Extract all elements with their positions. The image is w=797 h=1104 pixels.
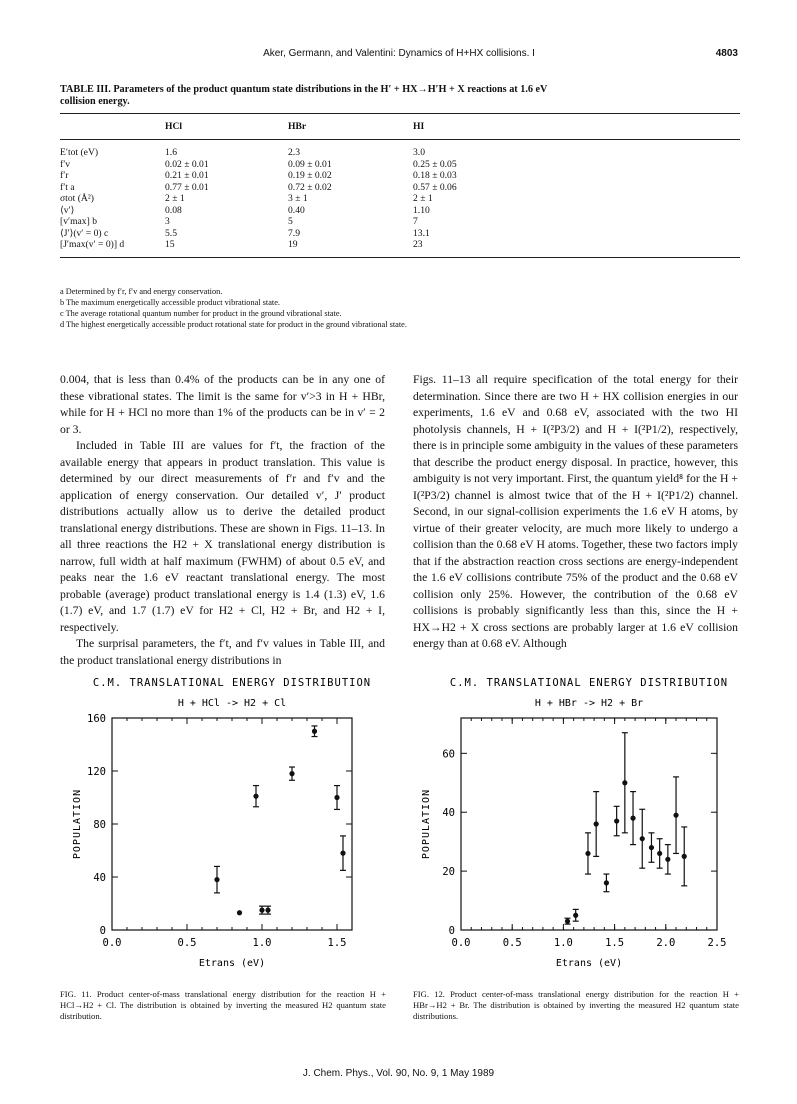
data-point xyxy=(640,836,645,841)
x-tick-label: 1.0 xyxy=(252,937,272,949)
y-axis-label: POPULATION xyxy=(72,788,83,860)
body-column-right xyxy=(413,372,738,653)
footnote: a Determined by f′r, f′v and energy conservation. xyxy=(60,287,223,296)
chart-title: C.M. TRANSLATIONAL ENERGY DISTRIBUTION xyxy=(449,677,729,689)
table-row xyxy=(60,216,740,228)
table-cell: 3 xyxy=(165,216,170,227)
data-point xyxy=(237,910,242,915)
table-cell: 3 ± 1 xyxy=(288,193,308,204)
chart-subtitle: H + HCl -> H2 + Cl xyxy=(177,698,287,709)
x-axis-label: Etrans (eV) xyxy=(555,958,623,969)
footnote: b The maximum energetically accessible product vibrational state. xyxy=(60,298,280,307)
y-tick-label: 20 xyxy=(442,866,455,879)
figure-11-chart xyxy=(52,672,372,977)
y-tick-label: 0 xyxy=(448,925,455,937)
chart-subtitle: H + HBr -> H2 + Br xyxy=(534,698,644,709)
y-axis-label: POPULATION xyxy=(421,788,432,860)
y-tick-label: 0 xyxy=(99,925,106,937)
data-point xyxy=(565,919,570,924)
y-tick-label: 160 xyxy=(87,713,106,725)
table-cell: 13.1 xyxy=(413,227,430,239)
paragraph: Figs. 11–13 all require specification of the total energy for their determination. Since there are two H + HX collision energies in our experiments, 1.6 eV and 0.68 eV, associated with the two HI photolysis channels, H + I(²P3/2) and H + I(²P1/2), respectively, there is in principle some ambiguity in the values of these parameters that describe the product energy disposal. In practice, however, this ambiguity is not very important. First, the quantum yield⁸ for the H + I(²P3/2) channel is almost twice that of the H + I(²P1/2) channel. Second, in our signal-collision experiments the 1.6 eV H atoms, by virtue of their greater velocity, are much more likely to undergo a collision than the 0.68 eV H atoms. Together, these two factors imply that if the abstraction reaction cross sections are energy-independent the 1.6 eV collisions contribute 75% of the product and the 0.68 eV collision only 25%. However, the contribution of the 0.68 eV collisions is probably significantly less than this, since the H + HX→H2 + X cross sections are probably larger at 1.6 eV collision energy than at 0.68 eV. Although xyxy=(413,373,738,650)
paragraph: The surprisal parameters, the f′t, and f′v values in Table III, and the product translational energy distributions in xyxy=(60,637,385,667)
data-point xyxy=(682,854,687,859)
x-tick-label: 1.5 xyxy=(605,937,625,949)
table-header-cell: HBr xyxy=(288,121,307,132)
table-cell: 23 xyxy=(413,239,423,250)
table-cell: f′r xyxy=(60,170,69,181)
data-point xyxy=(265,908,270,913)
x-tick-label: 0.0 xyxy=(102,937,122,949)
x-tick-label: 0.5 xyxy=(502,937,522,949)
data-point xyxy=(340,851,345,856)
table-cell: [v′max] b xyxy=(60,216,97,227)
figure-12-chart xyxy=(405,672,735,977)
y-tick-label: 60 xyxy=(442,748,455,761)
table-cell: 0.77 ± 0.01 xyxy=(165,181,209,193)
table-row xyxy=(60,205,740,217)
table-cell: 7 xyxy=(413,216,418,227)
table-cell: ⟨v′⟩ xyxy=(60,204,75,216)
data-point xyxy=(289,771,294,776)
table-cell: 15 xyxy=(165,239,175,250)
y-tick-label: 40 xyxy=(442,807,455,820)
table-header-cell: HI xyxy=(413,121,425,132)
y-tick-label: 40 xyxy=(93,872,106,884)
table-cell: 19 xyxy=(288,239,298,250)
table-cell: 0.08 xyxy=(165,204,182,216)
data-point xyxy=(665,857,670,862)
data-point xyxy=(673,813,678,818)
table-cell: σtot (Å²) xyxy=(60,193,94,204)
table-cell: 0.25 ± 0.05 xyxy=(413,158,457,170)
table-cell: 5.5 xyxy=(165,227,177,239)
table-cell: 3.0 xyxy=(413,147,425,158)
data-point xyxy=(334,795,339,800)
table-row xyxy=(60,228,740,240)
table-cell: 5 xyxy=(288,216,293,227)
figure-11-caption: FIG. 11. Product center-of-mass translational energy distribution for the reaction H + HCl→H2 + Cl. The distribution is obtained by inverting the measured H2 quantum state distribution. xyxy=(60,989,386,1021)
table-cell: 7.9 xyxy=(288,227,300,239)
table-row xyxy=(60,239,740,257)
data-point xyxy=(630,816,635,821)
table-cell: [J′max(v′ = 0)] d xyxy=(60,239,125,250)
running-title: Aker, Germann, and Valentini: Dynamics of H+HX collisions. I xyxy=(263,48,535,59)
x-tick-label: 0.0 xyxy=(451,937,471,949)
data-point xyxy=(259,908,264,913)
journal-footer: J. Chem. Phys., Vol. 90, No. 9, 1 May 1989 xyxy=(302,1068,495,1079)
footnote: d The highest energetically accessible product rotational state for product in the ground vibrational state. xyxy=(60,320,407,329)
table-cell: 0.72 ± 0.02 xyxy=(288,181,332,193)
table-cell: ⟨J′⟩(v′ = 0) c xyxy=(60,227,109,239)
table-cell: 0.21 ± 0.01 xyxy=(165,170,209,181)
table-cell: 1.10 xyxy=(413,204,430,216)
page-number: 4803 xyxy=(715,48,738,59)
data-point xyxy=(622,780,627,785)
y-tick-label: 120 xyxy=(87,766,106,778)
table-cell: f′t a xyxy=(60,181,75,193)
data-point xyxy=(585,851,590,856)
table-cell: 2.3 xyxy=(288,147,300,158)
x-tick-label: 1.5 xyxy=(327,937,347,949)
table-cell: 1.6 xyxy=(165,147,177,158)
table-cell: 2 ± 1 xyxy=(413,193,433,204)
table-header-row xyxy=(60,114,740,140)
table-cell: 0.18 ± 0.03 xyxy=(413,170,457,181)
table-cell: 0.19 ± 0.02 xyxy=(288,170,332,181)
parameters-table xyxy=(60,113,740,258)
table-cell: 0.57 ± 0.06 xyxy=(413,181,457,193)
x-tick-label: 0.5 xyxy=(177,937,197,949)
table-caption: TABLE III. Parameters of the product quantum state distributions in the H′ + HX→H′H + X reactions at 1.6 eV collision energy. xyxy=(60,84,548,107)
data-point xyxy=(604,880,609,885)
plot-frame xyxy=(461,718,717,930)
x-tick-label: 2.0 xyxy=(656,937,676,949)
running-header xyxy=(60,48,738,62)
chart-title: C.M. TRANSLATIONAL ENERGY DISTRIBUTION xyxy=(92,677,372,689)
table-cell: f′v xyxy=(60,158,71,170)
table-header-cell xyxy=(60,114,165,140)
x-axis-label: Etrans (eV) xyxy=(198,958,266,969)
data-point xyxy=(573,913,578,918)
paragraph: 0.004, that is less than 0.4% of the products can be in any one of these vibrational states. The limit is the same for v′>3 in H + HBr, while for H + HCl no more than 1% of the products can be in v′ = 2 or 3. xyxy=(60,373,385,436)
table-cell: 0.09 ± 0.01 xyxy=(288,158,332,170)
table-cell: 2 ± 1 xyxy=(165,193,185,204)
table-row xyxy=(60,170,740,182)
table-cell: E′tot (eV) xyxy=(60,147,99,158)
table-cell: 0.40 xyxy=(288,204,305,216)
data-point xyxy=(649,845,654,850)
paragraph: Included in Table III are values for f′t, the fraction of the available energy that appears in product translation. This value is determined by our direct measurements of f′r and f′v and the application of energy conservation. Our detailed v′, J′ product distributions actually allow us to derive the detailed product translational energy distributions. These are shown in Figs. 11–13. In all three reactions the H2 + X translational energy distribution is narrow, full width at half maximum (FWHM) of about 0.5 eV, and peaks near the 1.6 eV reactant translational energy. The most probable (average) product translational energy is 1.4 (1.3) eV, 1.6 (1.7) eV, and 1.7 (1.7) eV for H2 + Cl, H2 + Br, and H2 + I, respectively. xyxy=(60,439,385,634)
table-footnotes xyxy=(60,286,740,330)
plot-frame xyxy=(112,718,352,930)
x-tick-label: 1.0 xyxy=(553,937,573,949)
table-row xyxy=(60,182,740,194)
data-point xyxy=(594,821,599,826)
body-column-left xyxy=(60,372,385,669)
table-row xyxy=(60,159,740,171)
y-tick-label: 80 xyxy=(93,819,106,831)
data-point xyxy=(214,877,219,882)
data-point xyxy=(312,729,317,734)
data-point xyxy=(657,851,662,856)
x-tick-label: 2.5 xyxy=(707,937,727,949)
data-point xyxy=(614,818,619,823)
table-row xyxy=(60,193,740,205)
table-row xyxy=(60,140,740,159)
footnote: c The average rotational quantum number for product in the ground vibrational state. xyxy=(60,309,342,318)
table-header-cell: HCl xyxy=(165,121,183,132)
table-cell: 0.02 ± 0.01 xyxy=(165,158,209,170)
figure-12-caption: FIG. 12. Product center-of-mass translational energy distribution for the reaction H + HBr→H2 + Br. The distribution is obtained by inverting the measured H2 quantum state distributions. xyxy=(413,989,739,1021)
data-point xyxy=(253,794,258,799)
